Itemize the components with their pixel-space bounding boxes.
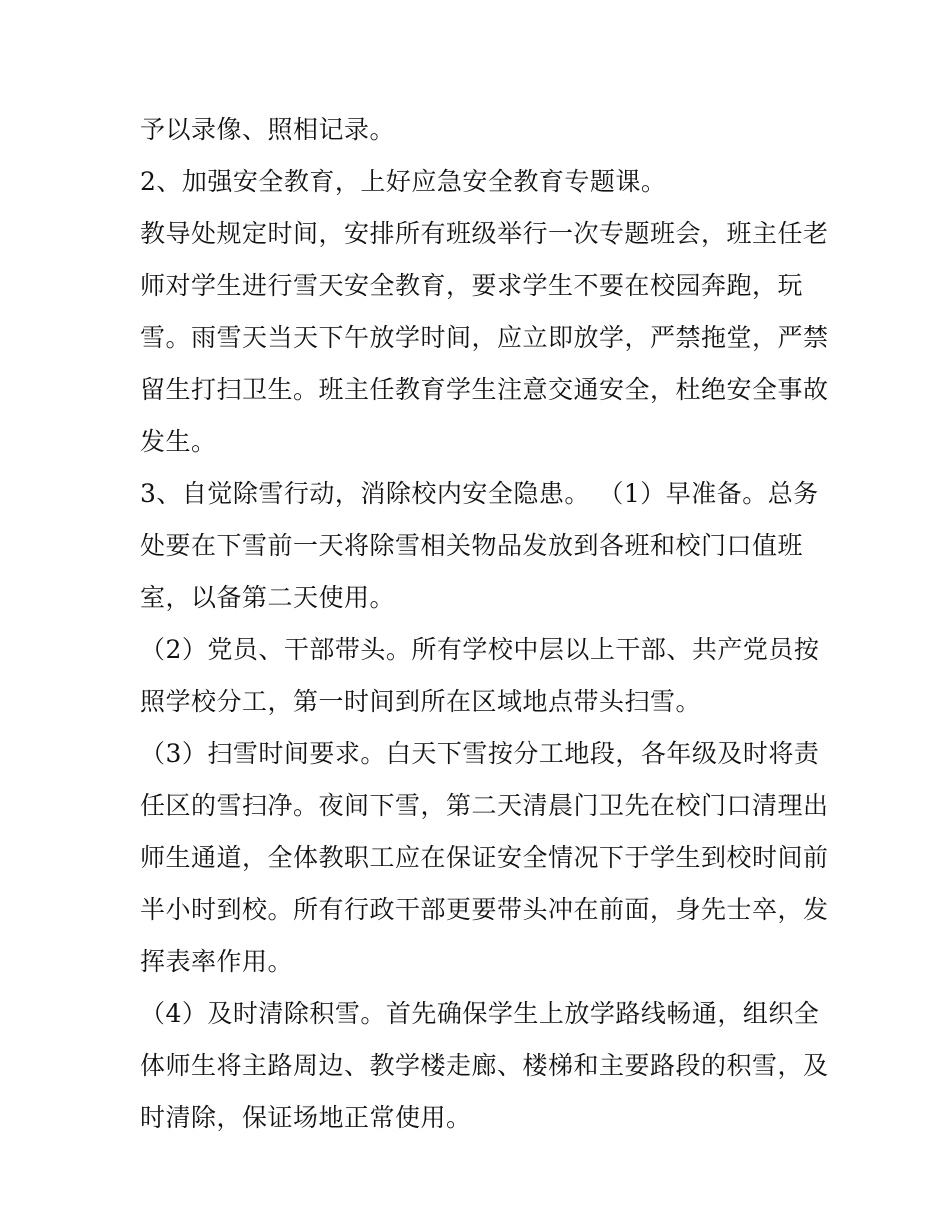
- text-line: 师生通道，全体教职工应在保证安全情况下于学生到校时间前: [140, 843, 829, 872]
- text-line: 处要在下雪前一天将除雪相关物品发放到各班和校门口值班: [140, 531, 804, 560]
- text-line: 室，以备第二天使用。: [140, 583, 396, 612]
- document-body: [140, 104, 829, 1144]
- text-line: 体师生将主路周边、教学楼走廊、楼梯和主要路段的积雪，及: [140, 1051, 829, 1080]
- text-line: （3）扫雪时间要求。白天下雪按分工地段，各年级及时将责: [140, 739, 820, 768]
- text-line: 任区的雪扫净。夜间下雪，第二天清晨门卫先在校门口清理出: [140, 791, 829, 820]
- text-line: 2、加强安全教育，上好应急安全教育专题课。: [140, 167, 667, 196]
- text-line: （2）党员、干部带头。所有学校中层以上干部、共产党员按: [140, 635, 820, 664]
- text-line: 挥表率作用。: [140, 947, 294, 976]
- text-line: （4）及时清除积雪。首先确保学生上放学路线畅通，组织全: [140, 999, 820, 1028]
- text-line: 教导处规定时间，安排所有班级举行一次专题班会，班主任老: [140, 219, 829, 248]
- text-line: 留生打扫卫生。班主任教育学生注意交通安全，杜绝安全事故: [140, 375, 829, 404]
- text-line: 雪。雨雪天当天下午放学时间，应立即放学，严禁拖堂，严禁: [140, 323, 829, 352]
- text-line: 时清除，保证场地正常使用。: [140, 1103, 472, 1132]
- text-line: 发生。: [140, 427, 217, 456]
- text-line: 予以录像、照相记录。: [140, 115, 396, 144]
- text-line: 3、自觉除雪行动，消除校内安全隐患。 （1）早准备。总务: [140, 479, 819, 508]
- text-line: 半小时到校。所有行政干部更要带头冲在前面，身先士卒，发: [140, 895, 829, 924]
- text-line: 照学校分工，第一时间到所在区域地点带头扫雪。: [140, 687, 702, 716]
- text-line: 师对学生进行雪天安全教育，要求学生不要在校园奔跑，玩: [140, 271, 804, 300]
